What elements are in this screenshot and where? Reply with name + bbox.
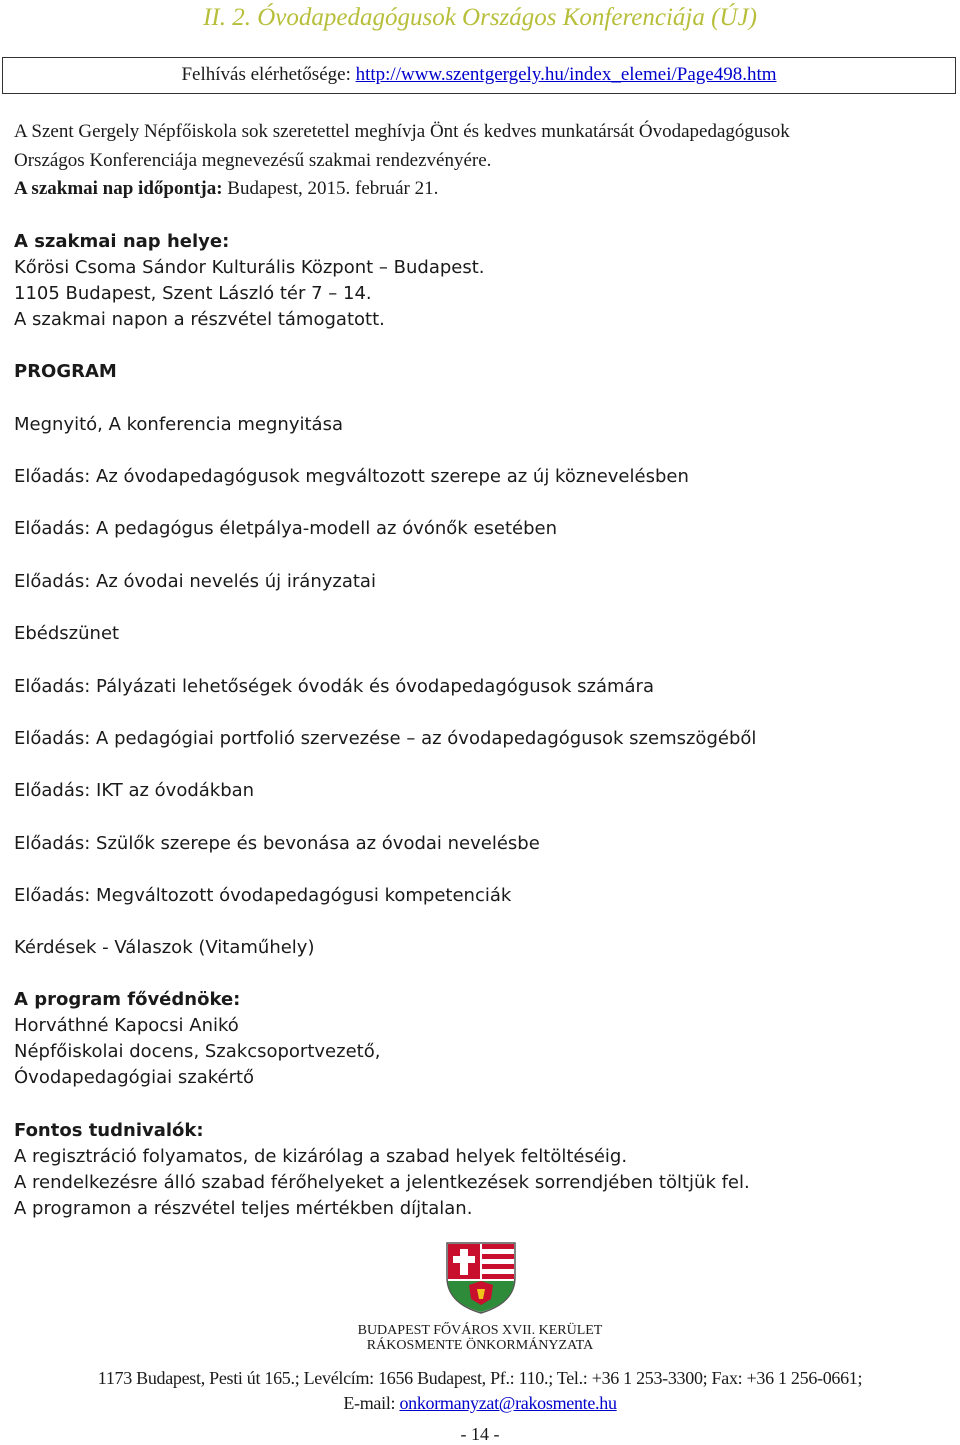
venue-note: A szakmai napon a részvétel támogatott. xyxy=(14,309,385,330)
contact-line: 1173 Budapest, Pesti út 165.; Levélcím: 1656 Budapest, Pf.: 110.; Tel.: +36 1 253-3300; Fax: +36 1 256-0661; xyxy=(97,1368,863,1388)
program-item: Előadás: Az óvodai nevelés új irányzatai xyxy=(14,571,376,592)
info-line-3: A programon a részvétel teljes mértékben díjtalan. xyxy=(14,1198,473,1219)
info-line-1: A regisztráció folyamatos, de kizárólag a szabad helyek feltöltéséig. xyxy=(14,1146,628,1167)
page-header-title: II. 2. Óvodapedagógusok Országos Konferenciája (ÚJ) xyxy=(203,4,757,31)
info-line-2: A rendelkezésre álló szabad férőhelyeket a jelentkezések sorrendjében töltjük fel. xyxy=(14,1172,750,1193)
coat-of-arms-icon xyxy=(443,1241,519,1315)
venue-heading: A szakmai nap helye: xyxy=(14,231,230,252)
program-item: Előadás: IKT az óvodákban xyxy=(14,780,255,801)
email-line xyxy=(0,1393,960,1414)
info-heading: Fontos tudnivalók: xyxy=(14,1120,204,1141)
intro-line-2: Országos Konferenciája megnevezésű szakmai rendezvényére. xyxy=(14,150,492,171)
program-item: Előadás: A pedagógiai portfolió szervezése – az óvodapedagógusok szemszögéből xyxy=(14,728,757,749)
date-label: A szakmai nap időpontja: xyxy=(14,178,223,199)
venue-address: 1105 Budapest, Szent László tér 7 – 14. xyxy=(14,283,372,304)
call-label: Felhívás elérhetősége: xyxy=(181,64,356,85)
patron-role-2: Óvodapedagógiai szakértő xyxy=(14,1067,255,1088)
page-number: - 14 - xyxy=(460,1424,500,1444)
program-item: Előadás: Szülők szerepe és bevonása az óvodai nevelésbe xyxy=(14,833,540,854)
municipality-line-1: BUDAPEST FŐVÁROS XVII. KERÜLET xyxy=(357,1323,603,1338)
email-label: E-mail: xyxy=(343,1393,400,1413)
intro-line-1: A Szent Gergely Népfőiskola sok szeretettel meghívja Önt és kedves munkatársát Óvodapedagógusok xyxy=(14,121,790,142)
email-link[interactable]: onkormanyzat@rakosmente.hu xyxy=(399,1393,617,1413)
program-item: Kérdések - Válaszok (Vitaműhely) xyxy=(14,937,315,958)
program-item: Előadás: Az óvodapedagógusok megváltozott szerepe az új köznevelésben xyxy=(14,466,689,487)
program-item: Előadás: A pedagógus életpálya-modell az óvónők esetében xyxy=(14,518,558,539)
municipality-line-2: RÁKOSMENTE ÖNKORMÁNYZATA xyxy=(366,1338,594,1353)
patron-role-1: Népfőiskolai docens, Szakcsoportvezető, xyxy=(14,1041,381,1062)
patron-name: Horváthné Kapocsi Anikó xyxy=(14,1015,239,1036)
date-value: Budapest, 2015. február 21. xyxy=(222,178,439,199)
call-link-box xyxy=(2,57,956,94)
program-item: Előadás: Pályázati lehetőségek óvodák és óvodapedagógusok számára xyxy=(14,676,654,697)
patron-heading: A program fővédnöke: xyxy=(14,989,241,1010)
program-item: Ebédszünet xyxy=(14,623,120,644)
program-item: Megnyitó, A konferencia megnyitása xyxy=(14,414,343,435)
date-line xyxy=(14,177,438,201)
venue-name: Kőrösi Csoma Sándor Kulturális Központ – Budapest. xyxy=(14,257,485,278)
program-item: Előadás: Megváltozott óvodapedagógusi kompetenciák xyxy=(14,885,512,906)
program-heading: PROGRAM xyxy=(14,361,117,382)
call-url-link[interactable]: http://www.szentgergely.hu/index_elemei/Page498.htm xyxy=(355,64,777,85)
